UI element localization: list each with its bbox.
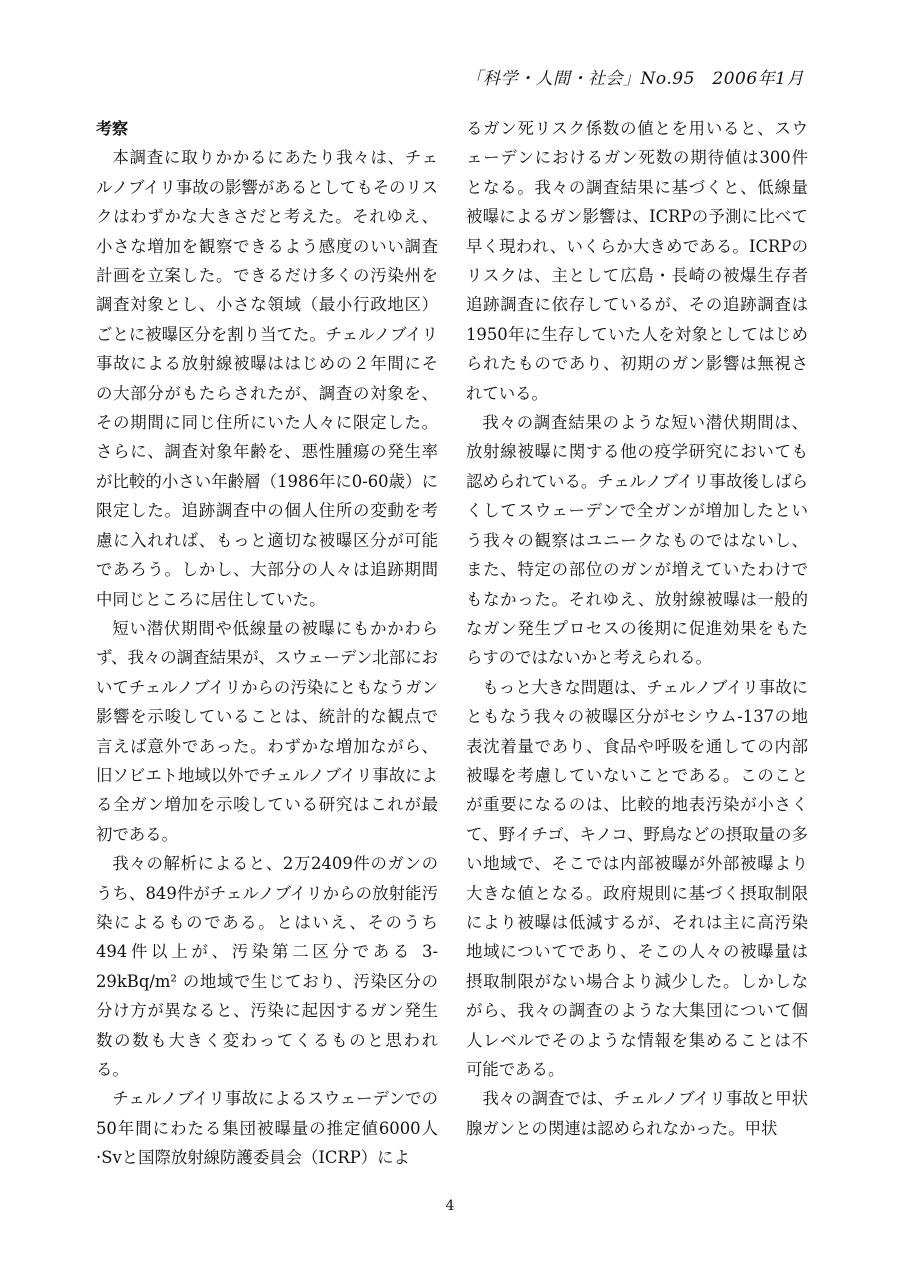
left-column <box>96 114 438 1173</box>
paragraph: チェルノブイリ事故によるスウェーデンでの50年間にわたる集団被曝量の推定値6000人·Svと国際放射線防護委員会（ICRP）によ <box>96 1089 438 1168</box>
journal-header: 「科学・人間・社会」No.95 2006年1月 <box>465 69 804 89</box>
page-number: 4 <box>445 1198 455 1214</box>
right-column <box>466 114 808 1143</box>
paragraph: 我々の解析によると、2万2409件のガンのうち、849件がチェルノブイリからの放射能汚染によるものである。とはいえ、そのうち494件以上が、汚染第二区分である 3-29kBq/m² の地域で生じており、汚染区分の分け方が異なると、汚染に起因するガン発生数の数も大きく変わってくるものと思われる。 <box>96 854 438 1079</box>
paragraph-continued: るガン死リスク係数の値とを用いると、スウェーデンにおけるガン死数の期待値は300件となる。我々の調査結果に基づくと、低線量被曝によるガン影響は、ICRPの予測に比べて早く現われ、いくらか大きめである。ICRPのリスクは、主として広島・長崎の被爆生存者追跡調査に依存しているが、その追跡調査は1950年に生存していた人を対象としてはじめられたものであり、初期のガン影響は無視されている。 <box>466 119 808 403</box>
paragraph: 本調査に取りかかるにあたり我々は、チェルノブイリ事故の影響があるとしてもそのリスクはわずかな大きさだと考えた。それゆえ、小さな増加を観察できるよう感度のいい調査計画を立案した。できるだけ多くの汚染州を調査対象とし、小さな領域（最小行政地区）ごとに被曝区分を割り当てた。チェルノブイリ事故による放射線被曝ははじめの２年間にその大部分がもたらされたが、調査の対象を、その期間に同じ住所にいた人々に限定した。さらに、調査対象年齢を、悪性腫瘍の発生率が比較的小さい年齢層（1986年に0-60歳）に限定した。追跡調査中の個人住所の変動を考慮に入れれば、もっと適切な被曝区分が可能であろう。しかし、大部分の人々は追跡期間中同じところに居住していた。 <box>96 148 438 609</box>
section-heading: 考察 <box>96 119 129 138</box>
paragraph: もっと大きな問題は、チェルノブイリ事故にともなう我々の被曝区分がセシウム-137の地表沈着量であり、食品や呼吸を通しての内部被曝を考慮していないことである。このことが重要になるのは、比較的地表汚染が小さくて、野イチゴ、キノコ、野鳥などの摂取量の多い地域で、そこでは内部被曝が外部被曝より大きな値となる。政府規則に基づく摂取制限により被曝は低減するが、それは主に高汚染地域についてであり、そこの人々の被曝量は摂取制限がない場合より減少した。しかしながら、我々の調査のような大集団について個人レベルでそのような情報を集めることは不可能である。 <box>466 677 808 1079</box>
paragraph: 我々の調査結果のような短い潜伏期間は、放射線被曝に関する他の疫学研究においても認められている。チェルノブイリ事故後しばらくしてスウェーデンで全ガンが増加したという我々の観察はユニークなものではないし、また、特定の部位のガンが増えていたわけでもなかった。それゆえ、放射線被曝は一般的なガン発生プロセスの後期に促進効果をもたらすのではないかと考えられる。 <box>466 413 808 668</box>
paragraph: 短い潜伏期間や低線量の被曝にもかかわらず、我々の調査結果が、スウェーデン北部においてチェルノブイリからの汚染にともなうガン影響を示唆していることは、統計的な観点で言えば意外であった。わずかな増加ながら、旧ソビエト地域以外でチェルノブイリ事故による全ガン増加を示唆している研究はこれが最初である。 <box>96 618 438 844</box>
paragraph: 我々の調査では、チェルノブイリ事故と甲状腺ガンとの関連は認められなかった。甲状 <box>466 1089 808 1138</box>
